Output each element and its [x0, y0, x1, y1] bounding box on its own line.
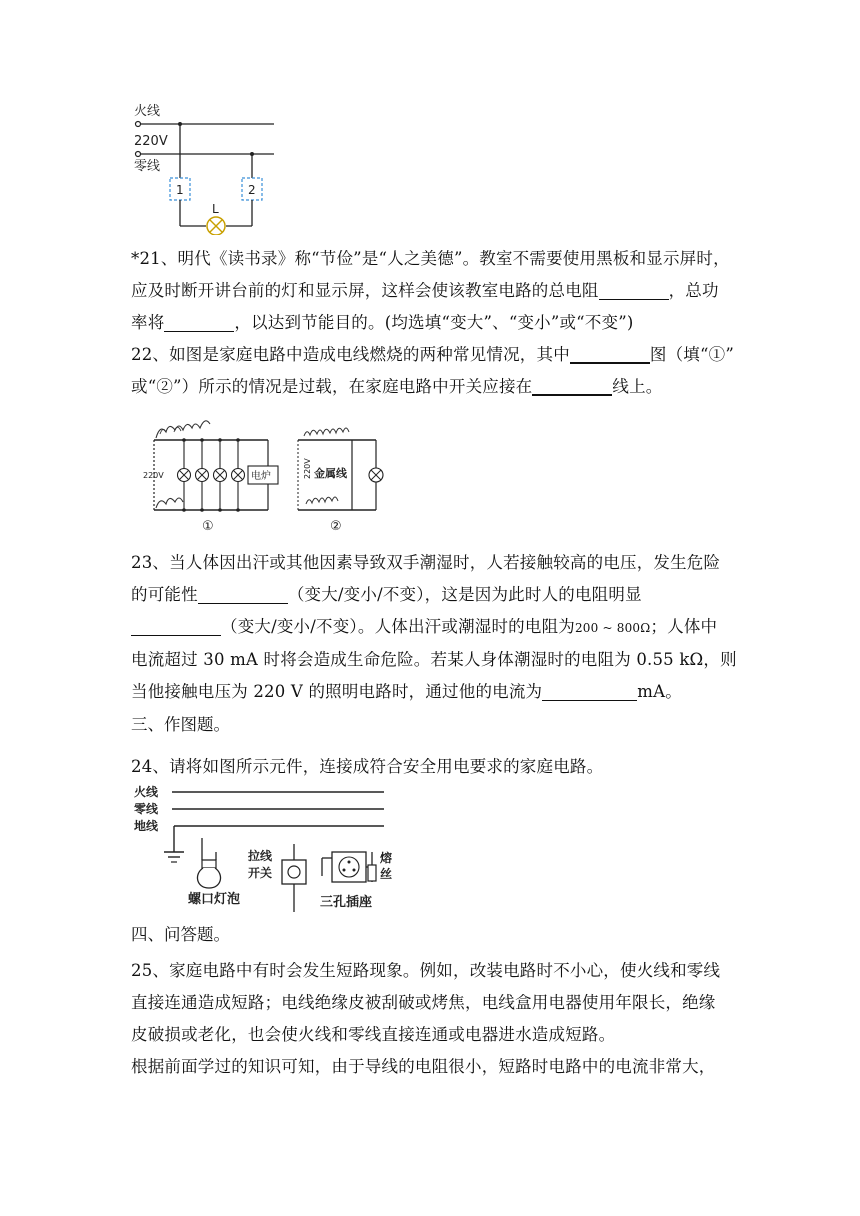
q21-blank-1[interactable]: [599, 279, 669, 300]
screw-bulb-icon: [197, 838, 220, 888]
short-figure-label: ②: [330, 519, 342, 534]
q21-text: 率将: [131, 313, 165, 332]
q23-text: （变大/变小/不变）。人体出汗或潮湿时的电阻为: [221, 617, 575, 636]
live-wire-label: 火线: [134, 785, 159, 799]
fuse-icon: [368, 865, 376, 881]
q21-text: ，总功: [668, 281, 719, 300]
section-3-heading: 三、作图题。: [131, 715, 230, 734]
box-1-label: 1: [176, 183, 184, 197]
q23-line-3: [131, 611, 741, 644]
live-wire-label: 火线: [134, 104, 161, 119]
q23-text: （变大/变小/不变），这是因为此时人的电阻明显: [287, 585, 642, 604]
q21-line-1: *21、明代《读书录》称“节俭”是“人之美德”。教室不需要使用黑板和显示屏时，: [131, 249, 730, 268]
overload-voltage-label: 220V: [143, 471, 164, 480]
q23-blank-3[interactable]: [542, 680, 637, 701]
q23-line-4: 电流超过 30 mA 时将会造成生命危险。若某人身体潮湿时的电阻为 0.55 kΩ，则: [131, 650, 737, 669]
question-22: [131, 339, 741, 403]
q22-text: 22、如图是家庭电路中造成电线燃烧的两种常见情况，其中: [131, 345, 570, 364]
q23-line-1: 23、当人体因出汗或其他因素导致双手潮湿时，人若接触较高的电压，发生危险: [131, 553, 721, 572]
q24-line-1: 24、请将如图所示元件，连接成符合安全用电要求的家庭电路。: [131, 757, 604, 776]
q21-line-3: [131, 307, 741, 339]
q23-text: 当他接触电压为 220 V 的照明电路时，通过他的电流为: [131, 682, 543, 701]
q23-text: 的可能性: [131, 585, 198, 604]
q22-blank-2[interactable]: [532, 374, 612, 396]
q25-line-1: 25、家庭电路中有时会发生短路现象。例如，改装电路时不小心，使火线和零线: [131, 961, 721, 980]
q22-blank-1[interactable]: [570, 342, 650, 364]
q21-text: ，以达到节能目的。(均选填“变大”、“变小”或“不变”): [234, 313, 634, 332]
bulb-label: 螺口灯泡: [188, 892, 241, 907]
q21-blank-2[interactable]: [164, 311, 234, 332]
q23-range: 200 ~ 800Ω: [574, 621, 651, 635]
q22-text: 线上。: [612, 377, 663, 396]
bulb-icon: [369, 468, 383, 482]
box-2-label: 2: [248, 183, 256, 197]
q23-text: ；人体中: [650, 617, 718, 636]
q21-line-2: [131, 275, 741, 307]
switch-label-2: 开关: [248, 866, 273, 880]
neutral-wire-label: 零线: [134, 802, 159, 816]
q25-line-2: 直接连通造成短路；电线绝缘皮被刮破或烤焦，电线盒用电器使用年限长，绝缘: [131, 993, 716, 1012]
switch-label-1: 拉线: [248, 849, 273, 863]
voltage-label: 220V: [134, 134, 168, 149]
ground-symbol: [164, 826, 184, 862]
q23-blank-1[interactable]: [198, 583, 288, 604]
q23-blank-2[interactable]: [131, 615, 221, 636]
q21-text: 应及时断开讲台前的灯和显示屏，这样会使该教室电路的总电阻: [131, 281, 599, 300]
q23-text: mA。: [637, 682, 682, 701]
q22-line-1: [131, 339, 741, 371]
lamp-label: L: [212, 202, 219, 216]
question-21: [131, 243, 741, 339]
q22-text: 图（填“①”: [649, 345, 734, 364]
neutral-wire-label: 零线: [134, 159, 161, 174]
section-4-heading: 四、问答题。: [131, 925, 230, 944]
short-circuit: [298, 428, 383, 534]
metal-wire-label: 金属线: [314, 467, 347, 480]
overload-circuit: [143, 421, 278, 534]
figure-lamp-circuit: [128, 100, 288, 235]
question-25: [131, 955, 741, 1083]
overload-figure-label: ①: [202, 519, 214, 534]
question-23: [131, 547, 741, 708]
stove-label: 电炉: [251, 471, 271, 482]
socket-label: 三孔插座: [320, 895, 373, 910]
figure-household-circuit: [132, 782, 402, 918]
q23-line-5: [131, 676, 741, 708]
question-24: [131, 751, 741, 783]
lamp-icon: [207, 217, 225, 235]
fuse-label-1: 熔: [380, 851, 393, 865]
bulb-icon: [178, 438, 245, 512]
ground-wire-label: 地线: [134, 819, 159, 833]
q23-line-2: [131, 579, 741, 611]
fuse-label-2: 丝: [380, 867, 393, 881]
q22-text: 或“②”）所示的情况是过载，在家庭电路中开关应接在: [131, 377, 533, 396]
q25-line-3: 皮破损或老化，也会使火线和零线直接连通或电器进水造成短路。: [131, 1025, 616, 1044]
q25-line-4: 根据前面学过的知识可知，由于导线的电阻很小，短路时电路中的电流非常大，: [131, 1057, 716, 1076]
figure-wire-fire: [140, 416, 400, 538]
q22-line-2: [131, 371, 741, 403]
three-hole-socket-icon: [322, 852, 372, 882]
short-voltage-label: 220V: [303, 458, 312, 479]
pull-switch-icon: [282, 844, 306, 912]
